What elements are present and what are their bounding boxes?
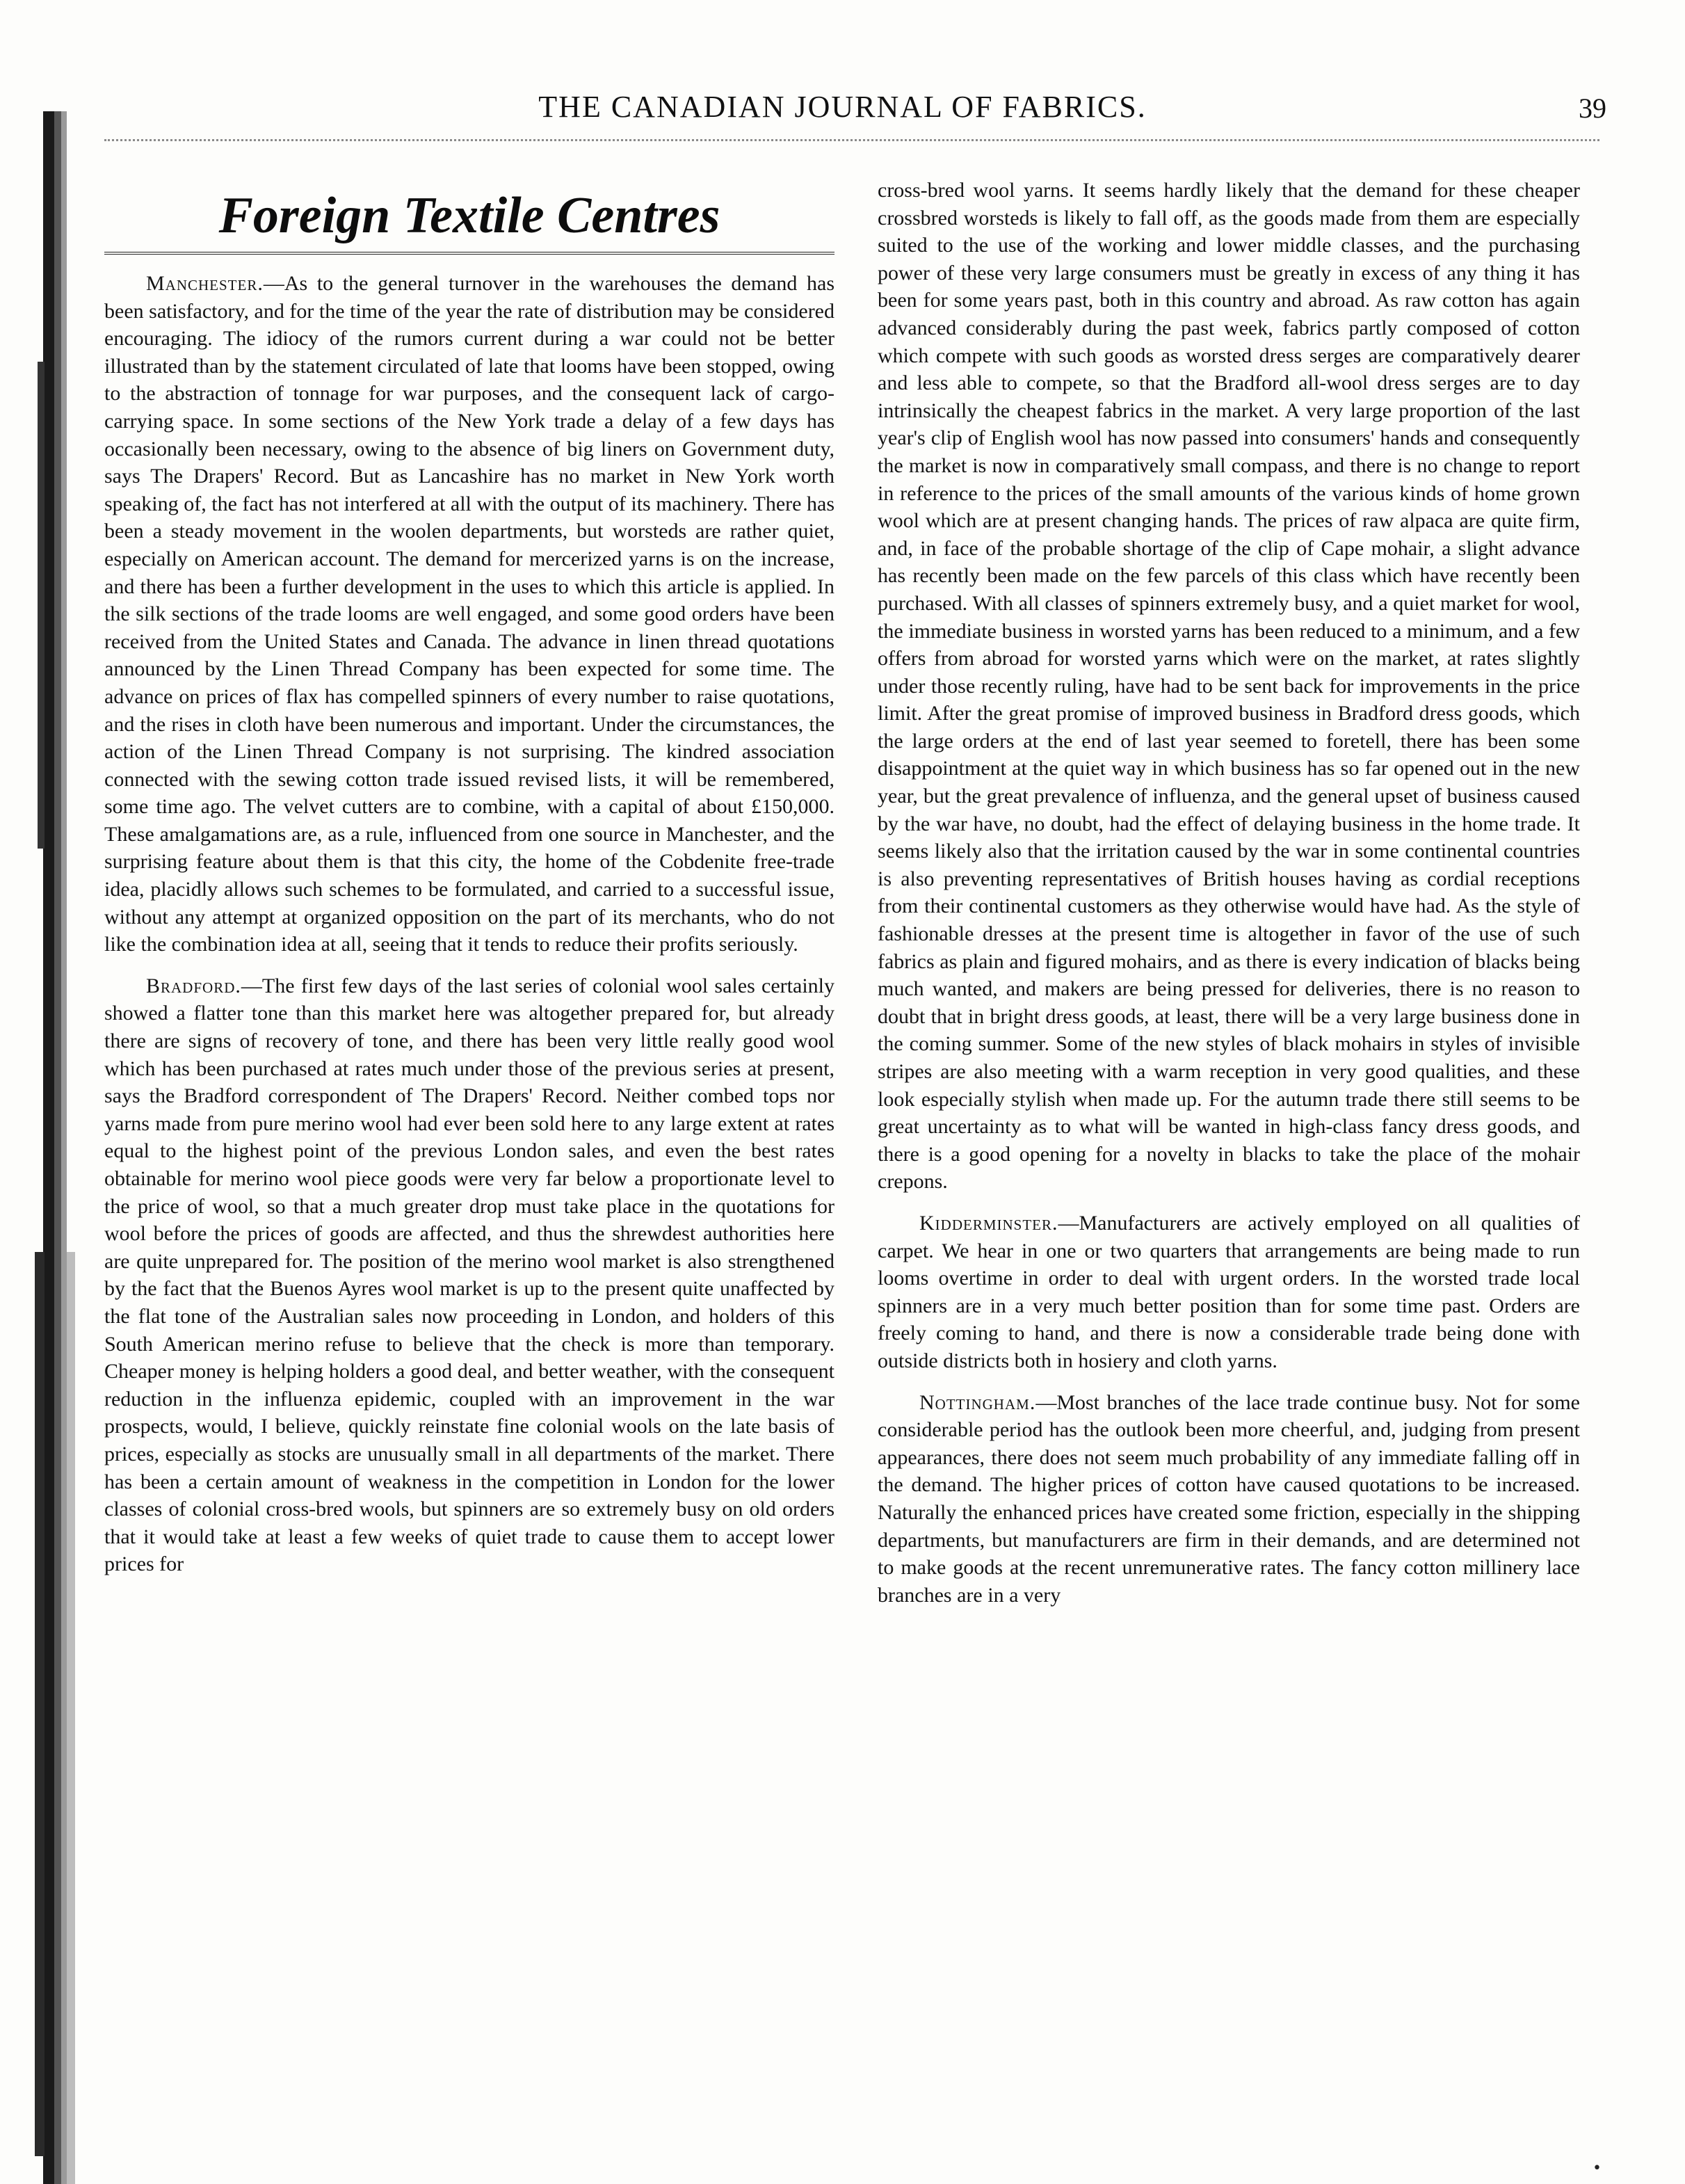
paragraph-bradford-continued xyxy=(878,177,1580,1196)
right-column xyxy=(878,177,1580,1609)
paragraph-text: cross-bred wool yarns. It seems hardly likely that the demand for these cheaper crossbred worsteds is likely to fall off, as the goods made from them are especially suited to the use of the working and lower middle classes, and the purchasing power of these very large consumers must be greatly in excess of any thing it has been for some years past, both in this country and abroad. As raw cotton has again advanced considerably during the past week, fabrics partly composed of cotton which compete with such goods as worsted dress serges are comparatively dearer and less able to compete, so that the Bradford all-wool dress serges are to day intrinsically the cheapest fabrics in the market. A very large proportion of the last year's clip of English wool has now passed into consumers' hands and consequently the market is now in comparatively small compass, and there is no change to report in reference to the prices of the small amounts of the various kinds of home grown wool which are at present changing hands. The prices of raw alpaca are quite firm, and, in face of the probable shortage of the clip of Cape mohair, a slight advance has recently been made on the few parcels of this class which have recently been purchased. With all classes of spinners extremely busy, and a quiet market for wool, the immediate business in worsted yarns has been reduced to a minimum, and a few offers from abroad for worsted yarns which were on the market, at rates slightly under those recently ruling, have had to be sent back for improvements in the price limit. After the great promise of improved business in Bradford dress goods, which the large orders at the end of last year seemed to foretell, there has been some disappointment at the quiet way in which business has so far opened out in the new year, but the great prevalence of influenza, and the general upset of business caused by the war have, no doubt, had the effect of delaying business in the home trade. It seems likely also that the irritation caused by the war in some continental countries is also preventing representatives of British houses having as cordial receptions from their continental customers as they otherwise would have had. As the style of fashionable dresses at the present time is altogether in favor of the use of such fabrics as plain and figured mohairs, and as there is every indication of blacks being much wanted, and makers are being pressed for deliveries, there is no reason to doubt that in bright dress goods, at least, there will be a very large business done in the coming summer. Some of the new styles of black mohairs in styles of invisible stripes are also meeting with a warm reception in very good qualities, and these look especially stylish when made up. For the autumn trade there still seems to be great uncertainty as to what will be wanted in high-class fancy dress goods, and there is a good opening for a novelty in blacks to take the place of the mohair crepons. xyxy=(878,179,1580,1194)
page-number: 39 xyxy=(1579,93,1606,124)
section-title-rule xyxy=(104,252,835,255)
paragraph-lead: Manchester. xyxy=(146,272,264,295)
left-column xyxy=(104,270,835,1578)
paragraph-lead: Kidderminster. xyxy=(919,1211,1058,1235)
paragraph-bradford xyxy=(104,972,835,1578)
paragraph-kidderminster xyxy=(878,1210,1580,1375)
paragraph-lead: Bradford. xyxy=(146,974,241,997)
margin-dot: • xyxy=(1593,2160,1602,2177)
scanned-binding-edge xyxy=(0,0,83,2184)
header-rule xyxy=(104,139,1599,141)
running-header xyxy=(0,89,1685,138)
paragraph-text: —Most branches of the lace trade continue busy. Not for some considerable period has the outlook been more cheerful, and, judging from present appearances, there does not seem much probability of any immediate falling off in the demand. The higher prices of cotton have caused quotations to be increased. Naturally the enhanced prices have created some friction, especially in the shipping departments, but manufacturers are firm in their demands, and are determined not to make goods at the recent unremunerative rates. The fancy cotton millinery lace branches are in a very xyxy=(878,1390,1580,1607)
paragraph-nottingham xyxy=(878,1389,1580,1609)
paragraph-text: —The first few days of the last series of colonial wool sales certainly showed a flatter tone than this market here was altogether prepared for, but already there are signs of recovery of tone, and there has been very little really good wool which has been purchased at rates much under those of the previous series at present, says the Bradford correspondent of The Drapers' Record. Neither combed tops nor yarns made from pure merino wool had ever been sold here to any large extent at rates equal to the highest point of the previous London sales, and even the best rates obtainable for merino wool piece goods were very far below a proportionate level to the price of wool, so that a much greater drop must take place in the quotations for wool before the prices of goods are affected, and thus the shrewdest authorities here are quite unprepared for. The position of the merino wool market is also strengthened by the fact that the Buenos Ayres wool market is up to the present quite unaffected by the flat tone of the Australian sales now proceeding in London, and holders of this South American merino refuse to believe that the check is more than temporary. Cheaper money is helping holders a good deal, and better weather, with the consequent reduction in the influenza epidemic, coupled with an improvement in the war prospects, would, I believe, quickly reinstate fine colonial wools on the late basis of prices, especially as stocks are unusually small in all departments of the market. There has been a certain amount of weakness in the competition in London for the lower classes of colonial cross-bred wools, but spinners are so extremely busy on old orders that it would take at least a few weeks of quiet trade to cause them to accept lower prices for xyxy=(104,974,835,1576)
paragraph-text: —Manufacturers are actively employed on all qualities of carpet. We hear in one or two quarters that arrangements are being made to run looms overtime in order to deal with urgent orders. In the worsted trade local spinners are in a very much better position than for some time past. Orders are freely coming to hand, and there is now a considerable trade being done with outside districts both in hosiery and cloth yarns. xyxy=(878,1211,1580,1372)
paragraph-lead: Nottingham. xyxy=(919,1390,1036,1414)
paragraph-text: —As to the general turnover in the warehouses the demand has been satisfactory, and for the time of the year the rate of distribution may be considered encouraging. The idiocy of the rumors current during a war could not be better illustrated than by the statement circulated of late that looms have been stopped, owing to the abstraction of tonnage for war purposes, and the consequent lack of cargo-carrying space. In some sections of the New York trade a delay of a few days has occasionally been necessary, owing to the absence of big liners on Government duty, says The Drapers' Record. But as Lancashire has no market in New York worth speaking of, the fact has not interfered at all with the output of its machinery. There has been a steady movement in the woolen departments, but worsteds are rather quiet, especially on American account. The demand for mercerized yarns is on the increase, and there has been a further development in the uses to which this article is applied. In the silk sections of the trade looms are well engaged, and some good orders have been received from the United States and Canada. The advance in linen thread quotations announced by the Linen Thread Company has been expected for some time. The advance on prices of flax has compelled spinners of every number to raise quotations, and the rises in cloth have been numerous and important. Under the circumstances, the action of the Linen Thread Company is not surprising. The kindred association connected with the sewing cotton trade issued revised lists, it will be remembered, some time ago. The velvet cutters are to combine, with a capital of about £150,000. These amalgamations are, as a rule, influenced from one source in Manchester, and the surprising feature about them is that this city, the home of the Cobdenite free-trade idea, placidly allows such schemes to be formulated, and carried to a successful issue, without any attempt at organized opposition on the part of its merchants, who do not like the combination idea at all, seeing that it tends to reduce their profits seriously. xyxy=(104,272,835,956)
journal-title: THE CANADIAN JOURNAL OF FABRICS. xyxy=(538,90,1147,124)
paragraph-manchester xyxy=(104,270,835,958)
section-title: Foreign Textile Centres xyxy=(218,187,720,244)
